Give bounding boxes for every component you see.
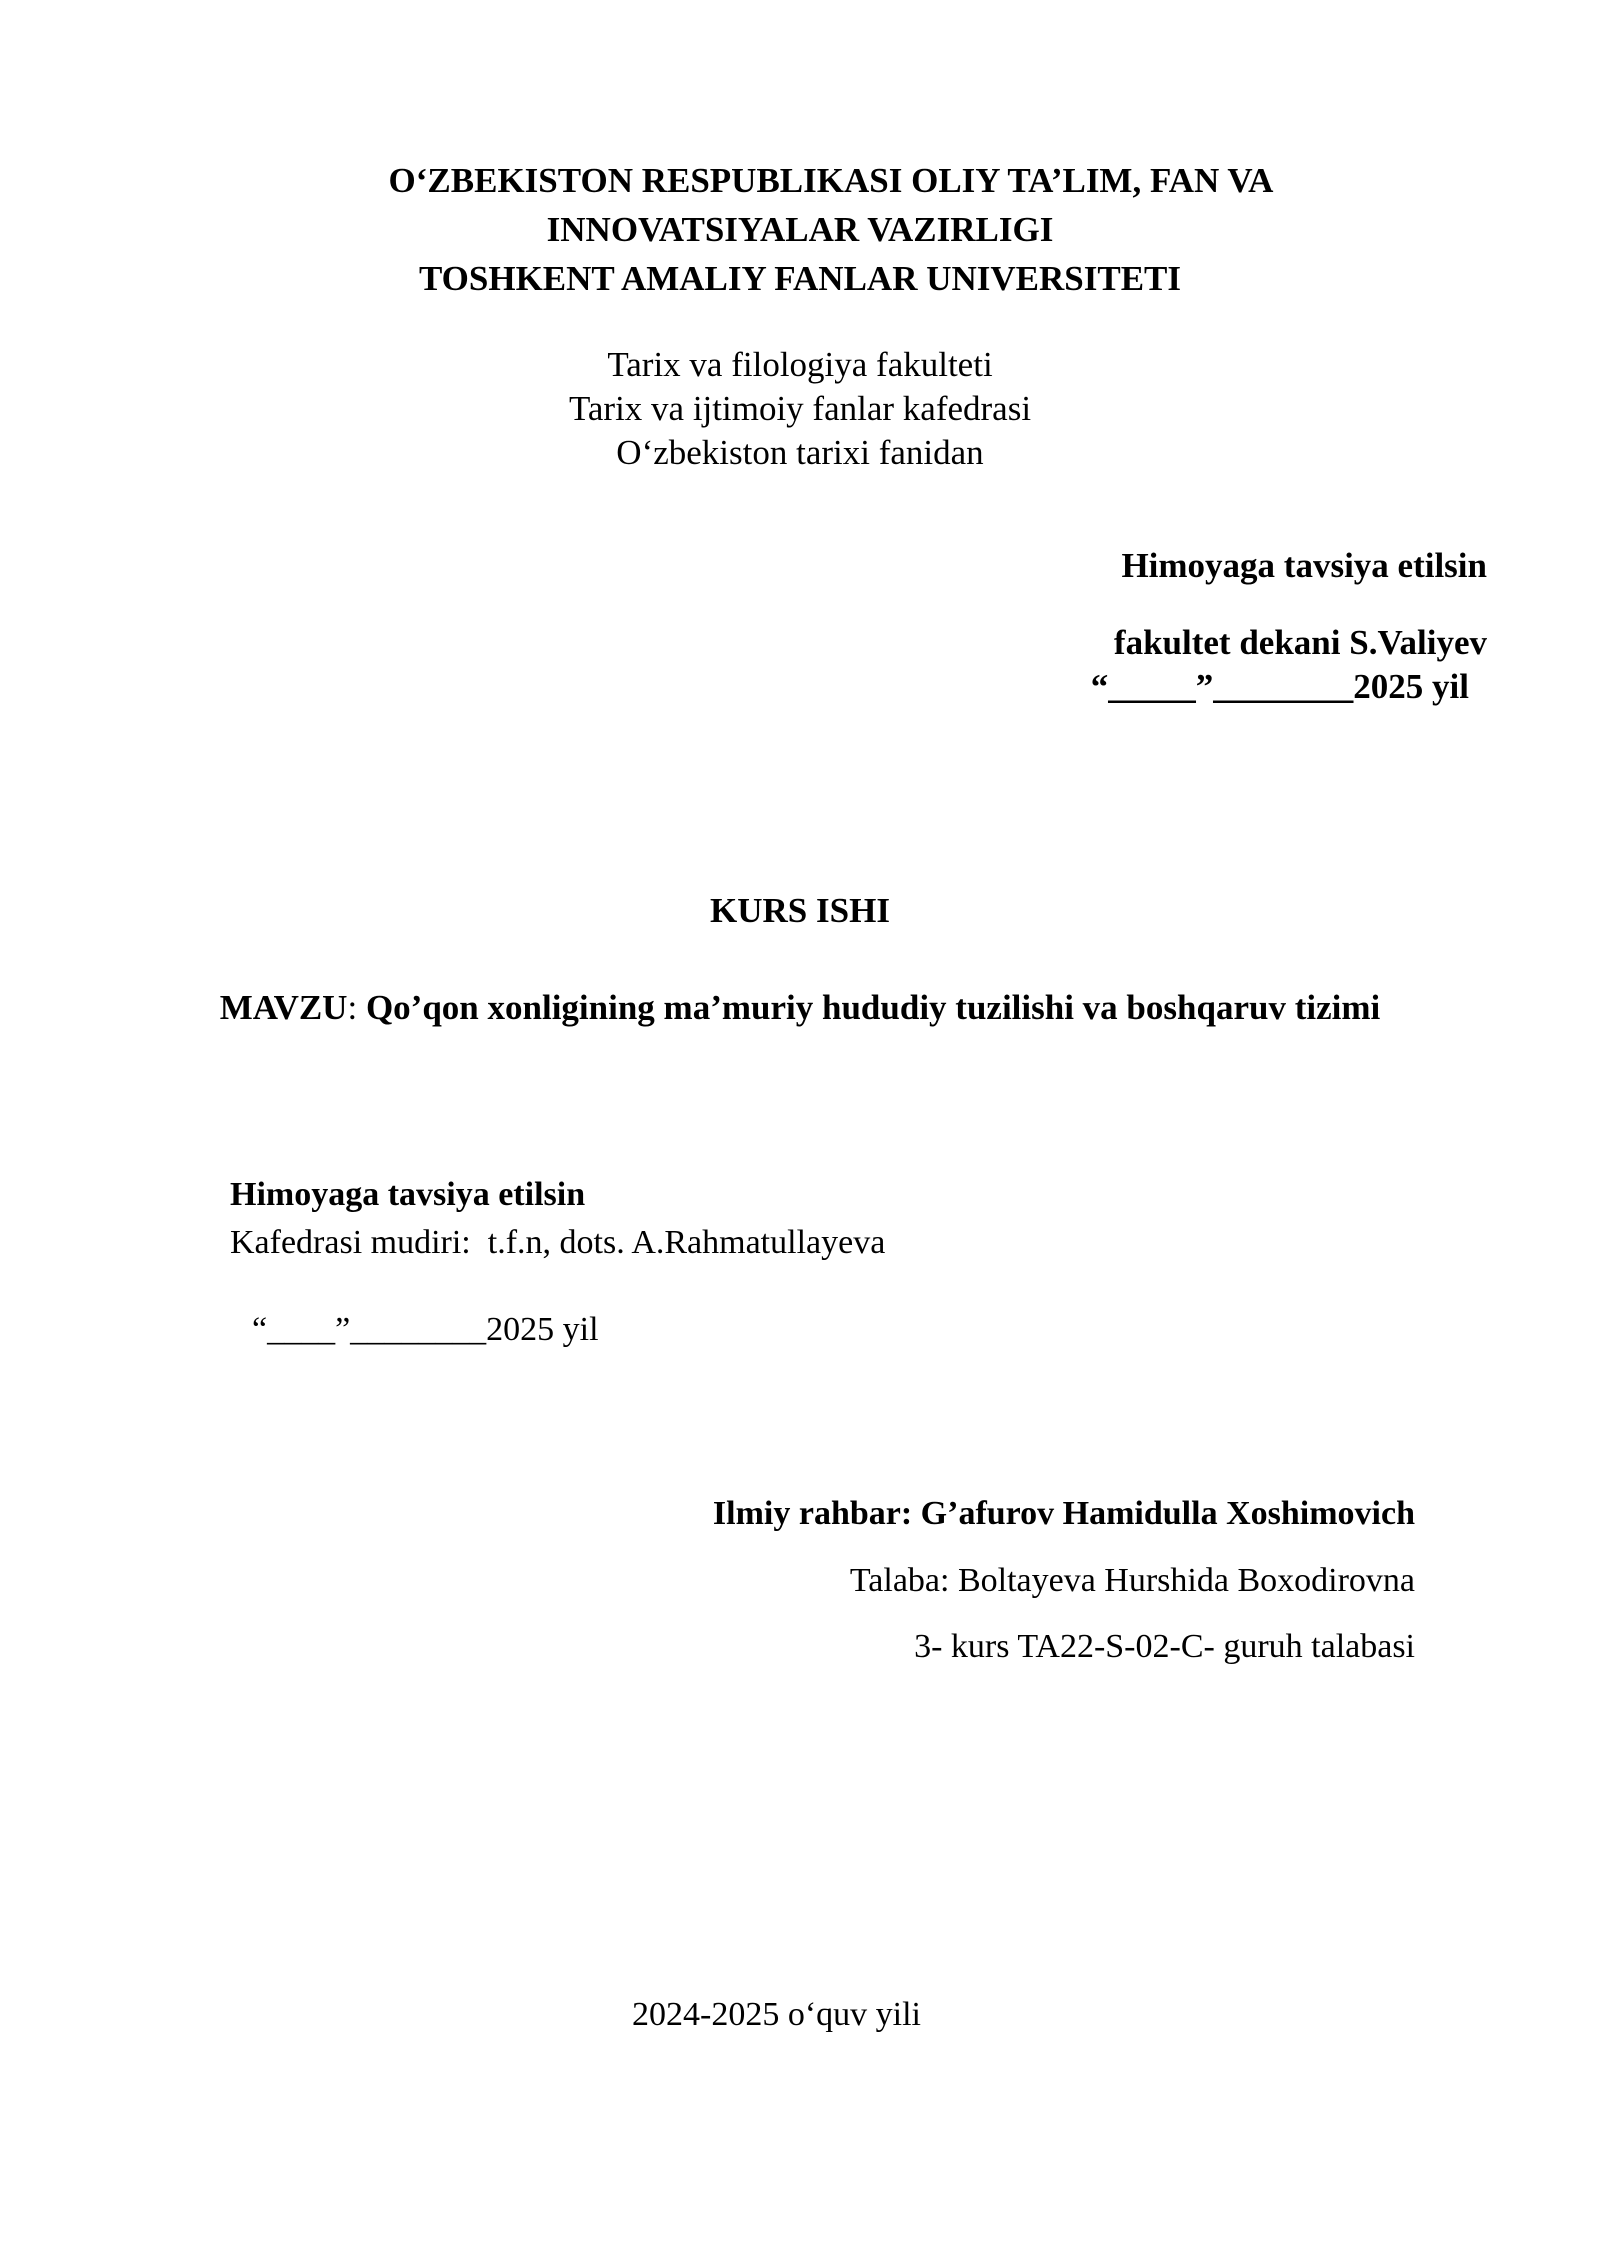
ministry-title-line-1: O‘ZBEKISTON RESPUBLIKASI OLIY TA’LIM, FAN VA <box>388 161 1274 200</box>
student-line: Talaba: Boltayeva Hurshida Boxodirovna <box>849 1562 1415 1599</box>
work-type: KURS ISHI <box>710 891 890 930</box>
student-group-line: 3- kurs TA22-S-02-C- guruh talabasi <box>914 1628 1415 1665</box>
chair-head-signature: Kafedrasi mudiri: t.f.n, dots. A.Rahmatullayeva <box>230 1224 886 1261</box>
chair-name: Tarix va ijtimoiy fanlar kafedrasi <box>568 389 1032 428</box>
topic-separator: : <box>347 988 366 1027</box>
university-name: TOSHKENT AMALIY FANLAR UNIVERSITETI <box>418 259 1182 298</box>
topic-title: Qo’qon xonligining ma’muriy hududiy tuzilishi va boshqaruv tizimi <box>365 988 1381 1027</box>
dean-approval-title: Himoyaga tavsiya etilsin <box>1121 546 1487 585</box>
ministry-title-line-2: INNOVATSIYALAR VAZIRLIGI <box>546 210 1054 249</box>
chair-approval-title: Himoyaga tavsiya etilsin <box>230 1176 586 1213</box>
topic-label: MAVZU <box>219 988 348 1027</box>
dean-signature-line: fakultet dekani S.Valiyev <box>1113 623 1487 662</box>
academic-year: 2024-2025 o‘quv yili <box>632 1996 921 2033</box>
faculty-name: Tarix va filologiya fakulteti <box>607 345 993 384</box>
topic-line <box>0 990 1600 1025</box>
subject-name: O‘zbekiston tarixi fanidan <box>616 433 984 472</box>
dean-approval-date: “_____”________2025 yil <box>1090 667 1469 706</box>
supervisor-line: Ilmiy rahbar: G’afurov Hamidulla Xoshimovich <box>712 1495 1415 1532</box>
chair-approval-date: “____”________2025 yil <box>252 1311 599 1348</box>
